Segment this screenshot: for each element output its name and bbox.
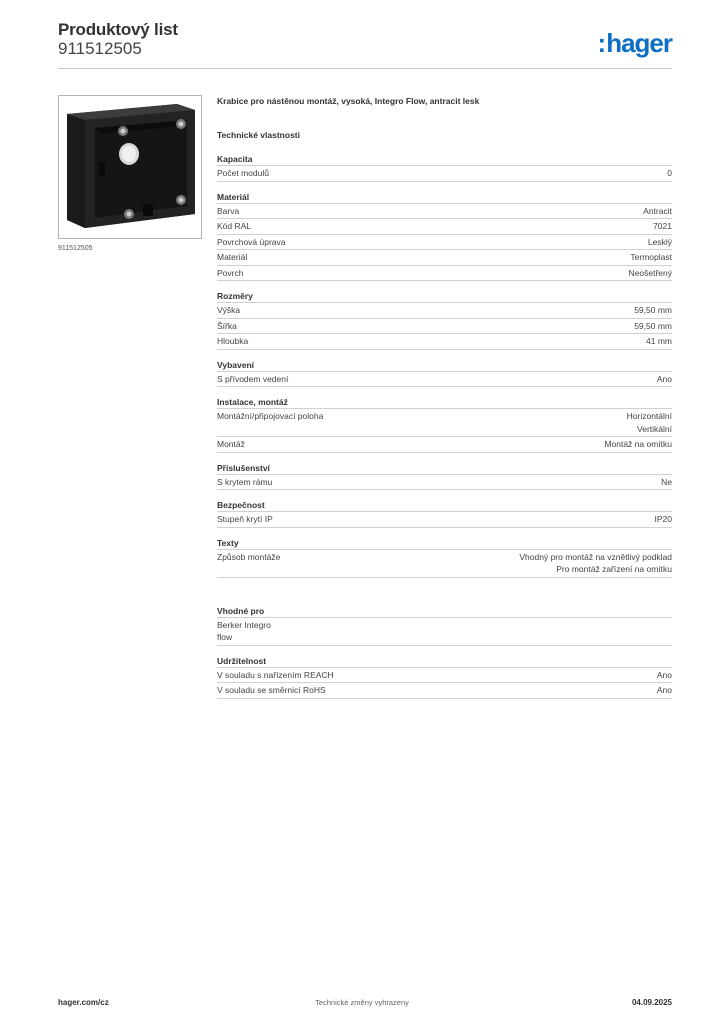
spec-label-line: Materiál <box>217 252 248 262</box>
spec-label-line: Kód RAL <box>217 221 252 231</box>
logo-text: hager <box>606 28 672 58</box>
spec-row <box>217 235 672 251</box>
spec-value-line: Neošetřený <box>628 267 672 278</box>
spec-value-line: 7021 <box>653 221 672 231</box>
spec-row <box>217 683 672 699</box>
spec-value <box>634 304 672 317</box>
spec-value <box>643 205 672 218</box>
spec-row <box>217 437 672 453</box>
spec-label <box>217 304 240 317</box>
spec-label-line: Barva <box>217 205 240 216</box>
spec-section <box>217 153 672 182</box>
spec-section <box>217 605 672 646</box>
spec-value <box>667 167 672 180</box>
spec-value <box>648 236 672 249</box>
spec-label <box>217 236 286 249</box>
spec-row <box>217 512 672 528</box>
spec-section <box>217 359 672 388</box>
section-title: Bezpečnost <box>217 499 672 512</box>
spec-value-line: 59,50 mm <box>634 305 672 315</box>
spec-sections <box>217 153 672 699</box>
section-title: Vhodné pro <box>217 605 672 618</box>
spec-value <box>657 684 672 697</box>
section-gap <box>217 587 672 605</box>
spec-row <box>217 475 672 491</box>
spec-row <box>217 219 672 235</box>
spec-label-line: Hloubka <box>217 336 249 346</box>
spec-label-line: Povrchová úprava <box>217 236 286 247</box>
spec-label <box>217 205 239 218</box>
spec-label-line: V souladu se směrnicí RoHS <box>217 685 326 695</box>
spec-value-line: Lesklý <box>647 236 672 247</box>
spec-row <box>217 334 672 350</box>
spec-section <box>217 499 672 528</box>
spec-subtitle: Technické vlastnosti <box>217 130 300 140</box>
spec-label <box>217 513 273 526</box>
spec-value <box>653 220 672 233</box>
header-divider <box>58 68 672 69</box>
spec-section <box>217 290 672 350</box>
section-title: Rozměry <box>217 290 672 303</box>
section-title: Materiál <box>217 191 672 204</box>
spec-row <box>217 618 672 646</box>
spec-label <box>217 267 243 280</box>
footer-website[interactable]: hager.com/cz <box>58 998 109 1007</box>
spec-label-line: Montáž <box>217 439 245 449</box>
spec-value <box>657 373 672 386</box>
spec-section <box>217 396 672 453</box>
spec-value-line: 41 mm <box>646 336 672 346</box>
spec-section <box>217 191 672 282</box>
spec-value-line: Antracit <box>643 205 672 216</box>
section-title: Příslušenství <box>217 462 672 475</box>
spec-label <box>217 551 280 576</box>
spec-label-line: Berker Integro <box>217 619 271 630</box>
spec-label-line: flow <box>217 632 233 642</box>
spec-value <box>655 513 673 526</box>
spec-row <box>217 303 672 319</box>
spec-value <box>634 320 672 333</box>
spec-label <box>217 410 323 435</box>
section-title: Udržitelnost <box>217 655 672 668</box>
section-title: Vybavení <box>217 359 672 372</box>
spec-value-line: Termoplast <box>630 252 672 262</box>
spec-label <box>217 251 247 264</box>
spec-label-line: S přívodem vedení <box>217 373 289 384</box>
image-caption: 911512505 <box>58 245 93 252</box>
spec-label-line: Výška <box>217 305 241 315</box>
spec-value <box>604 438 672 451</box>
spec-label <box>217 438 245 451</box>
spec-content <box>217 96 672 708</box>
spec-row <box>217 266 672 282</box>
spec-label-line: Montážní/připojovací poloha <box>217 411 324 421</box>
spec-label <box>217 167 269 180</box>
spec-row <box>217 204 672 220</box>
spec-label-line: Povrch <box>217 267 244 278</box>
spec-label-line: S krytem rámu <box>217 476 273 487</box>
product-image <box>58 95 202 239</box>
spec-label-line: Způsob montáže <box>217 551 281 562</box>
spec-value-line: Ano <box>656 669 672 680</box>
logo-colon: : <box>597 28 606 58</box>
spec-row <box>217 250 672 266</box>
spec-row <box>217 319 672 335</box>
spec-value <box>627 410 672 435</box>
spec-label <box>217 320 237 333</box>
hager-logo <box>598 28 672 59</box>
spec-label <box>217 220 251 233</box>
spec-value-line: IP20 <box>654 514 672 524</box>
spec-value-line: Ano <box>656 373 672 384</box>
spec-label <box>217 669 334 682</box>
spec-value-line: Vhodný pro montáž na vznětlivý podklad <box>519 551 672 562</box>
spec-value-line: Pro montáž zařízení na omítku <box>556 564 672 574</box>
spec-value-line: Vertikální <box>637 423 672 434</box>
product-code: 911512505 <box>58 39 142 58</box>
spec-value-line: Ano <box>656 685 672 695</box>
section-title: Texty <box>217 537 672 550</box>
spec-value-line: Montáž na omítku <box>604 439 672 449</box>
spec-label <box>217 373 288 386</box>
section-title: Kapacita <box>217 153 672 166</box>
footer-date: 04.09.2025 <box>631 998 672 1007</box>
product-box-illustration <box>59 96 201 238</box>
spec-value <box>661 476 672 489</box>
spec-label <box>217 476 272 489</box>
spec-section <box>217 655 672 699</box>
spec-value <box>629 267 672 280</box>
footer-notice: Technické změny vyhrazeny <box>315 998 409 1007</box>
spec-row <box>217 372 672 388</box>
spec-label <box>217 684 326 697</box>
spec-row <box>217 668 672 684</box>
product-description: Krabice pro nástěnou montáž, vysoká, Integro Flow, antracit lesk <box>217 96 480 106</box>
spec-section <box>217 462 672 491</box>
spec-value <box>519 551 672 576</box>
spec-row <box>217 409 672 437</box>
page-title: Produktový list <box>58 20 178 39</box>
spec-row <box>217 166 672 182</box>
spec-value <box>657 669 672 682</box>
spec-value <box>630 251 672 264</box>
spec-value-line: Ne <box>661 476 672 487</box>
section-title: Instalace, montáž <box>217 396 672 409</box>
spec-label-line: Počet modulů <box>217 168 269 178</box>
spec-value <box>646 335 672 348</box>
spec-value-line: Horizontální <box>626 411 672 421</box>
spec-value-line: 0 <box>667 168 672 178</box>
spec-label-line: Šířka <box>217 320 237 331</box>
spec-label <box>217 619 271 644</box>
spec-section <box>217 537 672 578</box>
spec-label-line: Stupeň krytí IP <box>217 514 273 524</box>
spec-value-line: 59,50 mm <box>634 320 672 331</box>
spec-row <box>217 550 672 578</box>
spec-label-line: V souladu s nařízením REACH <box>217 669 334 680</box>
spec-label <box>217 335 248 348</box>
